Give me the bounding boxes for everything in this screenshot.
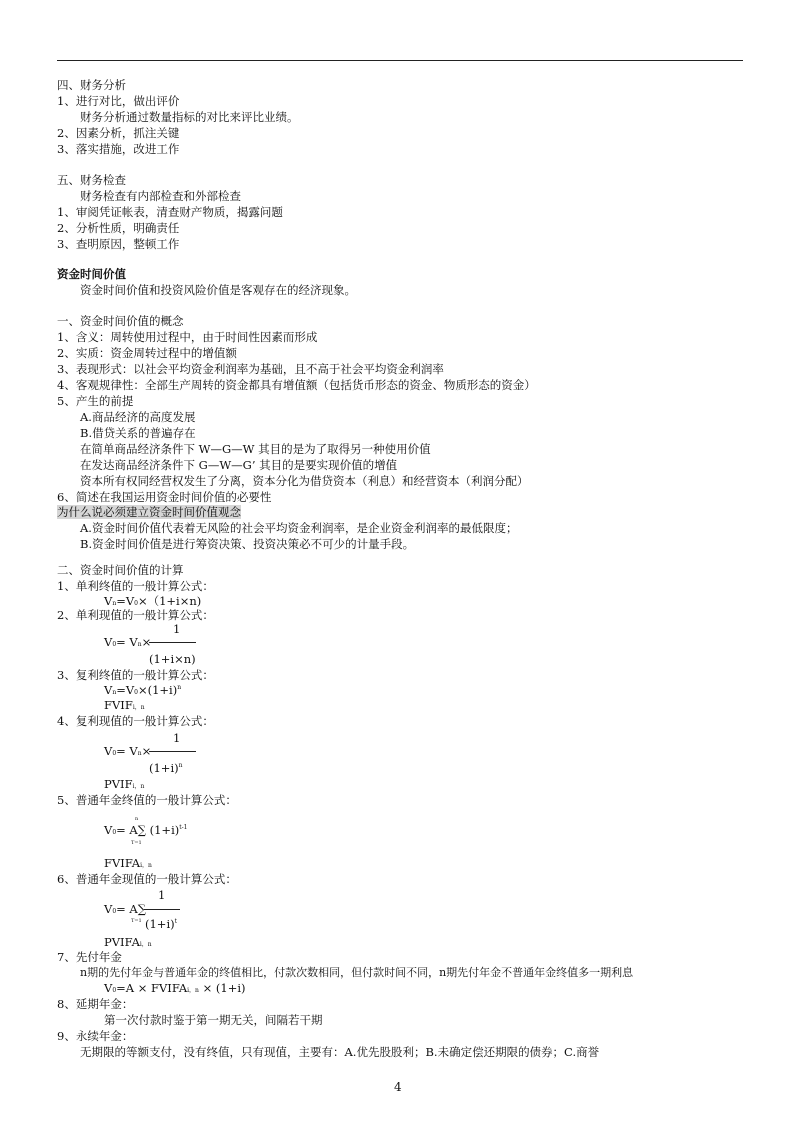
premise-b: B.借贷关系的普遍存在 — [80, 426, 196, 440]
annuity-due-desc: n期的先付年金与普通年金的终值相比，付款次数相同，但付款时间不同，n期先付年金不普通年金终值多一期利息 — [80, 966, 634, 979]
calc-item-6: 6、普通年金现值的一般计算公式： — [57, 872, 237, 886]
concept-item-5: 5、产生的前提 — [57, 394, 134, 408]
f4-lhs: V0= Vn× — [104, 744, 152, 758]
deferred-annuity-desc: 第一次付款时鉴于第一期无关，间隔若干期 — [104, 1013, 323, 1027]
formula-compound-fv: $Vn=V0\times(1+i)^n$ — [104, 683, 182, 697]
calc-item-7: 7、先付年金 — [57, 950, 122, 964]
simple-economy: 在简单商品经济条件下 W—G—W 其目的是为了取得另一种使用价值 — [80, 442, 431, 456]
s5-desc: 财务检查有内部检查和外部检查 — [80, 189, 241, 203]
fvifa-factor: FVIFAi，n — [104, 856, 152, 870]
formula-simple-fv: Vn=V0×（1+i×n) — [104, 594, 202, 608]
s5-item-1: 1、审阅凭证帐表，清查财产物质，揭露问题 — [57, 205, 283, 219]
f4-denominator: $(1+i)^n$ — [149, 761, 183, 775]
concept-item-6: 6、简述在我国运用资金时间价值的必要性 — [57, 490, 272, 504]
ownership-separation: 资本所有权同经营权发生了分离，资本分化为借贷资本（利息）和经营资本（利润分配） — [80, 474, 529, 488]
f6-fraction-bar — [144, 909, 180, 910]
formula-annuity-due: V0=A × FVIFAi，n × (1+i) — [104, 981, 246, 995]
why-answer-a: A.资金时间价值代表着无风险的社会平均资金利润率，是企业资金利润率的最低限度； — [80, 521, 518, 535]
premise-a: A.商品经济的高度发展 — [80, 410, 196, 424]
f6-sum-lower: T=1 — [131, 918, 142, 924]
concept-item-4: 4、客观规律性：全部生产周转的资金都具有增值额（包括货币形态的资金、物质形态的资金） — [57, 378, 536, 392]
page-number: 4 — [394, 1080, 402, 1094]
s5-item-2: 2、分析性质，明确责任 — [57, 221, 180, 235]
f5-sum-upper: n — [135, 816, 139, 822]
f5-sum-lower: T=1 — [131, 840, 142, 846]
s4-item-1-desc: 财务分析通过数量指标的对比来评比业绩。 — [80, 110, 299, 124]
s4-item-2: 2、因素分析，抓注关键 — [57, 126, 180, 140]
calc-item-1: 1、单利终值的一般计算公式： — [57, 579, 214, 593]
f2-fraction-bar — [149, 642, 196, 643]
s5-item-3: 3、查明原因，整顿工作 — [57, 237, 180, 251]
fvif-factor: FVIFi，n — [104, 698, 145, 712]
f2-denominator: (1+i×n) — [149, 652, 196, 666]
pvif-factor: PVIFi，n — [104, 777, 145, 791]
f6-lhs: V0= A∑ — [104, 902, 146, 916]
calc-title: 二、资金时间价值的计算 — [57, 563, 184, 577]
f5-lhs: V0= A∑ $(1+i)^{t-1}$ — [104, 823, 188, 837]
f4-numerator: 1 — [173, 731, 181, 745]
f2-numerator: 1 — [173, 622, 181, 636]
f4-fraction-bar — [149, 751, 196, 752]
f6-numerator: 1 — [158, 888, 166, 902]
f2-lhs: V0= Vn× — [104, 635, 152, 649]
tvm-intro: 资金时间价值和投资风险价值是客观存在的经济现象。 — [80, 283, 356, 297]
developed-economy: 在发达商品经济条件下 G—W—G’ 其目的是要实现价值的增值 — [80, 458, 398, 472]
header-rule — [57, 60, 743, 61]
why-answer-b: B.资金时间价值是进行筹资决策、投资决策必不可少的计量手段。 — [80, 537, 415, 551]
section-5-title: 五、财务检查 — [57, 173, 126, 187]
section-4-title: 四、财务分析 — [57, 78, 126, 92]
pvifa-factor: PVIFAi，n — [104, 935, 152, 949]
concept-title: 一、资金时间价值的概念 — [57, 314, 184, 328]
concept-item-3: 3、表现形式：以社会平均资金利润率为基础，且不高于社会平均资金利润率 — [57, 362, 444, 376]
calc-item-8: 8、延期年金： — [57, 997, 134, 1011]
perpetuity-desc: 无期限的等额支付，没有终值，只有现值，主要有：A.优先股股利；B.未确定偿还期限的债券；C.商誉 — [80, 1045, 600, 1059]
calc-item-3: 3、复利终值的一般计算公式： — [57, 668, 214, 682]
calc-item-4: 4、复利现值的一般计算公式： — [57, 714, 214, 728]
concept-item-2: 2、实质：资金周转过程中的增值额 — [57, 346, 237, 360]
calc-item-5: 5、普通年金终值的一般计算公式： — [57, 793, 237, 807]
tvm-heading: 资金时间价值 — [57, 267, 126, 281]
s4-item-3: 3、落实措施，改进工作 — [57, 142, 180, 156]
calc-item-2: 2、单利现值的一般计算公式： — [57, 608, 214, 622]
calc-item-9: 9、永续年金： — [57, 1029, 134, 1043]
f6-denominator: $(1+i)^t$ — [145, 917, 178, 931]
concept-item-1: 1、含义：周转使用过程中，由于时间性因素而形成 — [57, 330, 318, 344]
why-question-highlight: 为什么说必须建立资金时间价值观念 — [57, 505, 241, 519]
s4-item-1: 1、进行对比，做出评价 — [57, 94, 180, 108]
